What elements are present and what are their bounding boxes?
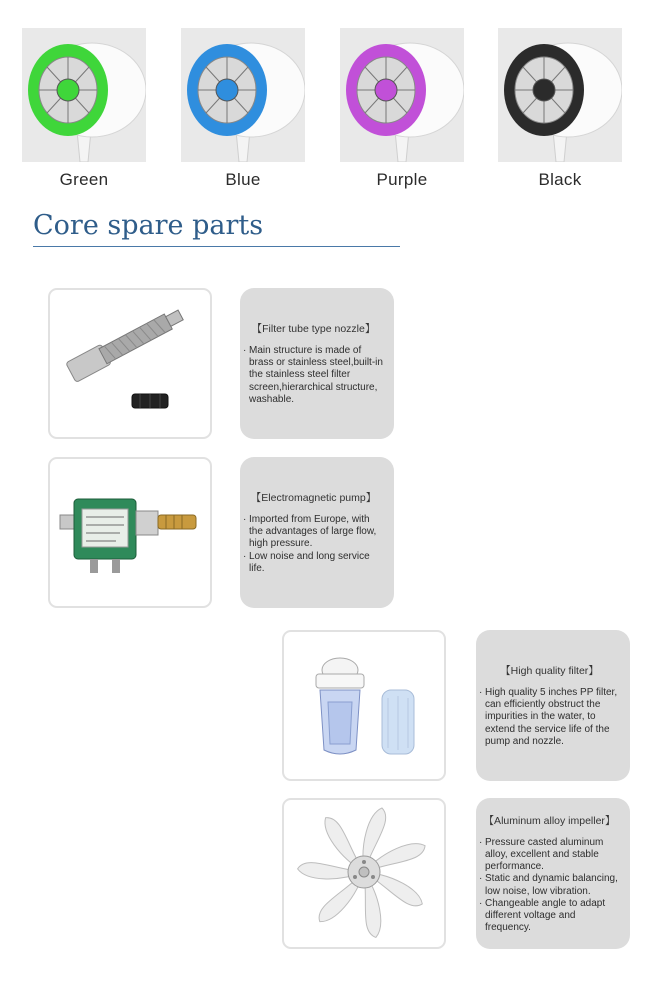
pump-icon bbox=[50, 459, 210, 606]
color-variant-purple bbox=[340, 28, 464, 189]
part-title: 【High quality filter】 bbox=[500, 664, 599, 677]
fan-image-purple bbox=[340, 28, 464, 162]
feature-item: · Changeable angle to adapt different voltage and frequency. bbox=[479, 898, 620, 935]
impeller-icon bbox=[284, 800, 444, 947]
color-variant-black bbox=[498, 28, 622, 189]
feature-item: · Static and dynamic balancing, low noise, low vibration. bbox=[479, 873, 620, 897]
pump-info-card bbox=[240, 457, 394, 608]
nozzle-icon bbox=[50, 290, 210, 437]
feature-list bbox=[479, 837, 620, 935]
impeller-info-card bbox=[476, 798, 630, 949]
fan-image-green bbox=[22, 28, 146, 162]
color-label: Blue bbox=[225, 170, 261, 189]
feature-item: · Low noise and long service life. bbox=[243, 551, 384, 575]
color-variant-blue bbox=[181, 28, 305, 189]
nozzle-info-card bbox=[240, 288, 394, 439]
filter-icon bbox=[284, 632, 444, 779]
filter-photo bbox=[282, 630, 446, 781]
section-title: Core spare parts bbox=[33, 210, 264, 241]
color-variant-green bbox=[22, 28, 146, 189]
part-title: 【Electromagnetic pump】 bbox=[250, 491, 377, 504]
section-divider bbox=[33, 246, 400, 247]
feature-item: · Imported from Europe, with the advantages of large flow, high pressure. bbox=[243, 514, 384, 551]
color-label: Purple bbox=[376, 170, 428, 189]
color-label: Black bbox=[538, 170, 582, 189]
fan-image-black bbox=[498, 28, 622, 162]
feature-item: · High quality 5 inches PP filter, can efficiently obstruct the impurities in the water, to extend the service life of the pump and nozzle. bbox=[479, 687, 620, 748]
pump-photo bbox=[48, 457, 212, 608]
feature-list bbox=[243, 514, 384, 575]
feature-list bbox=[243, 345, 384, 406]
feature-item: · Pressure casted aluminum alloy, excellent and stable performance. bbox=[479, 837, 620, 874]
feature-list bbox=[479, 687, 620, 748]
part-title: 【Filter tube type nozzle】 bbox=[251, 322, 376, 335]
impeller-photo bbox=[282, 798, 446, 949]
nozzle-photo bbox=[48, 288, 212, 439]
part-title: 【Aluminum alloy impeller】 bbox=[483, 814, 616, 827]
fan-image-blue bbox=[181, 28, 305, 162]
filter-info-card bbox=[476, 630, 630, 781]
color-variants bbox=[0, 0, 650, 200]
feature-item: · Main structure is made of brass or stainless steel,built-in the stainless steel filter screen,hierarchical structure, washable. bbox=[243, 345, 384, 406]
color-label: Green bbox=[59, 170, 109, 189]
